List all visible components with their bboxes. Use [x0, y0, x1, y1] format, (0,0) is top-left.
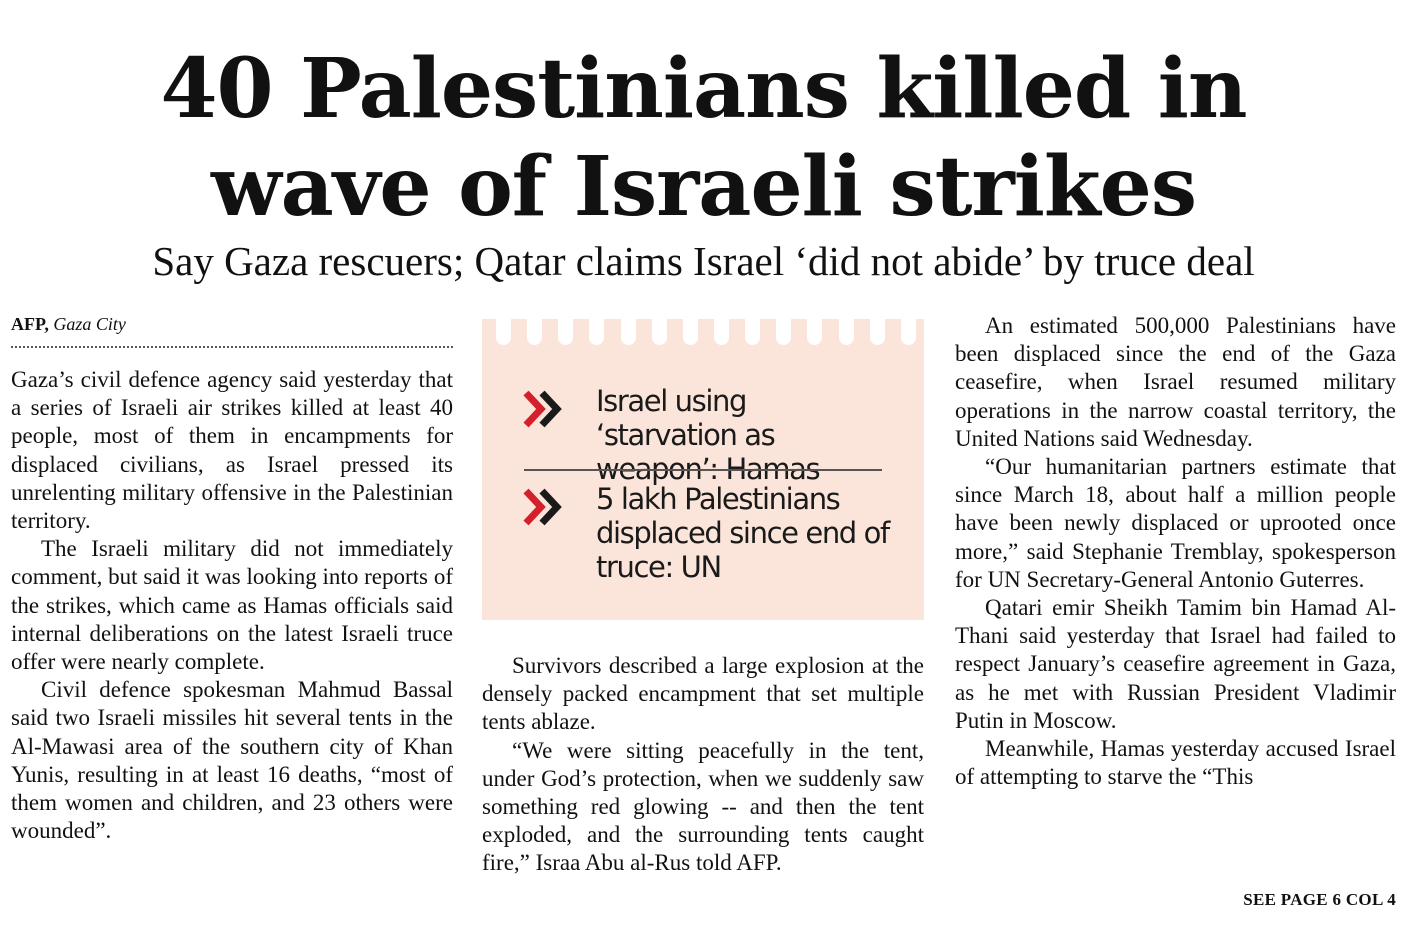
highlight-divider [524, 469, 882, 471]
headline-line-1: 40 Palestinians killed in [160, 41, 1247, 137]
paragraph: Civil defence spokesman Mahmud Bassal said two Israeli missiles hit several tents in the Al-Mawasi area of the southern city of Khan Yunis, resulting in at least 16 deaths, “most of them women and children, and 23 others were wounded”. [11, 677, 453, 844]
continuation-note: SEE PAGE 6 COL 4 [1243, 890, 1396, 909]
paragraph: Survivors described a large explosion at the densely packed encampment that set multiple tents ablaze. [482, 653, 924, 735]
article-column-3 [955, 312, 1396, 791]
headline [0, 40, 1407, 236]
paragraph: Meanwhile, Hamas yesterday accused Israel of attempting to starve the “This [955, 736, 1396, 790]
double-chevron-right-icon [522, 486, 566, 528]
paragraph: Gaza’s civil defence agency said yesterday that a series of Israeli air strikes killed at least 40 people, most of them in encampments for displaced civilians, as Israel pressed its unrelenting military offensive in the Palestinian territory. [11, 367, 453, 534]
paragraph: “We were sitting peacefully in the tent, under God’s protection, when we suddenly saw something red glowing -- and then the tent exploded, and the surrounding tents caught fire,” Israa Abu al-Rus told AFP. [482, 737, 924, 876]
double-chevron-right-icon [522, 388, 566, 430]
paragraph: Qatari emir Sheikh Tamim bin Hamad Al-Thani said yesterday that Israel had failed to respect January’s ceasefire agreement in Gaza, as he met with Russian President Vladimir Putin in Moscow. [955, 595, 1396, 733]
subheadline: Say Gaza rescuers; Qatar claims Israel ‘did not abide’ by truce deal [152, 238, 1255, 284]
byline-place: Gaza City [53, 314, 126, 334]
byline-divider [11, 346, 453, 348]
byline [11, 312, 453, 336]
highlight-text: 5 lakh Palestinians displaced since end of truce: UN [596, 482, 889, 584]
highlight-item [522, 482, 892, 584]
highlights-box [482, 319, 924, 620]
paragraph: An estimated 500,000 Palestinians have been displaced since the end of the Gaza ceasefire, when Israel resumed military operations in the narrow coastal territory, the United Nations said Wednesday. [955, 313, 1396, 451]
article-column-1 [11, 366, 453, 845]
byline-agency: AFP, [11, 314, 49, 334]
highlight-text: Israel using ‘starvation as weapon’: Hamas [596, 384, 820, 486]
paragraph: The Israeli military did not immediately comment, but said it was looking into reports of the strikes, which came as Hamas officials said internal deliberations on the latest Israeli truce offer were nearly complete. [11, 536, 453, 675]
article-column-2 [482, 652, 924, 878]
notepad-holes [496, 319, 916, 349]
paragraph: “Our humanitarian partners estimate that since March 18, about half a million people have been newly displaced or uprooted once more,” said Stephanie Tremblay, spokesperson for UN Secretary-General Antonio Guterres. [955, 454, 1396, 592]
headline-line-2: wave of Israeli strikes [210, 139, 1197, 235]
